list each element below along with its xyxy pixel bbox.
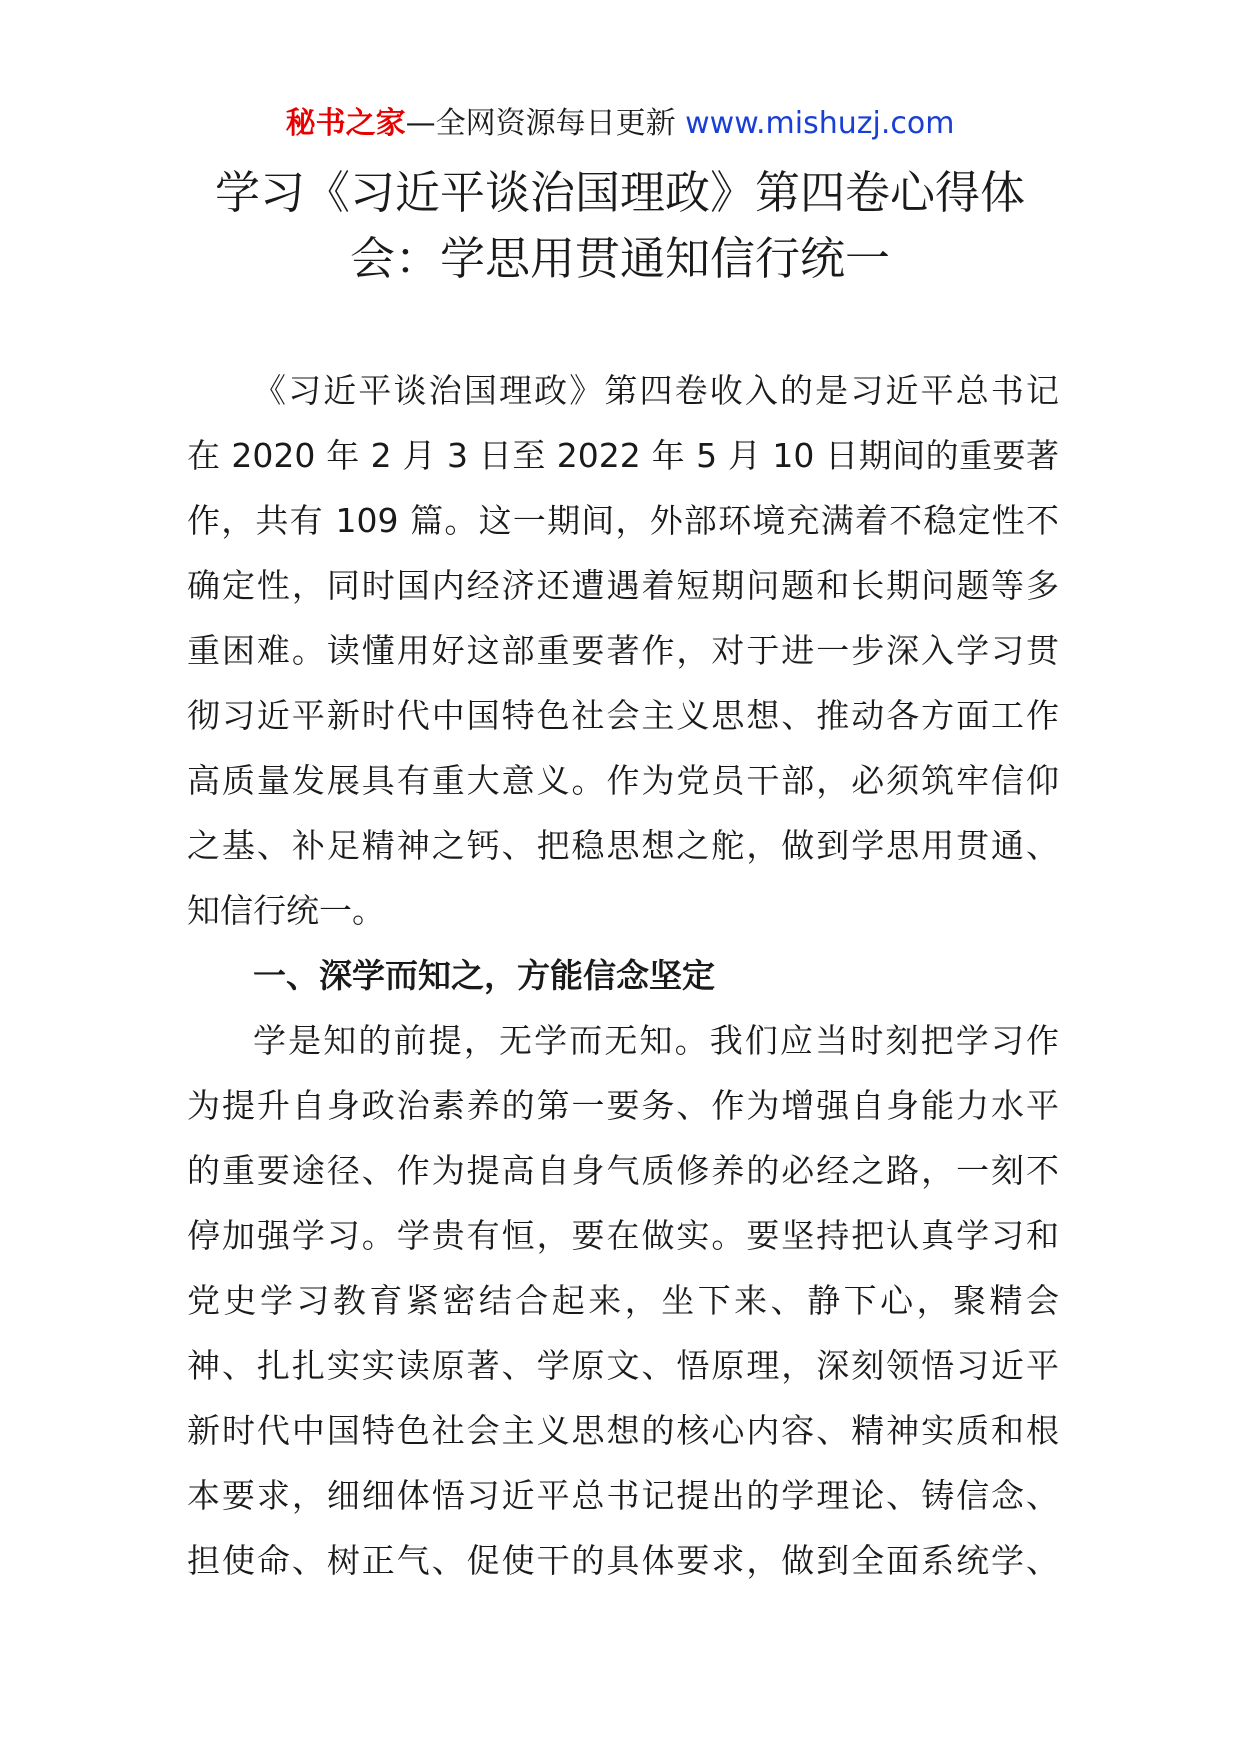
paragraph-line: 彻习近平新时代中国特色社会主义思想、推动各方面工作 [187, 696, 1059, 735]
paragraph-line: 在 2020 年 2 月 3 日至 2022 年 5 月 10 日期间的重要著 [187, 436, 1059, 475]
paragraph-line: 本要求，细细体悟习近平总书记提出的学理论、铸信念、 [187, 1476, 1059, 1515]
brand-name: 秘书之家 [285, 106, 406, 141]
document-title [160, 160, 1080, 292]
title-line-1: 学习《习近平谈治国理政》第四卷心得体 [214, 166, 1025, 219]
paragraph-line: 停加强学习。学贵有恒，要在做实。要坚持把认真学习和 [187, 1216, 1059, 1255]
paragraph-line: 学是知的前提，无学而无知。我们应当时刻把学习作 [253, 1021, 1059, 1060]
paragraph-1 [187, 358, 1059, 943]
paragraph-line: 新时代中国特色社会主义思想的核心内容、精神实质和根 [187, 1411, 1059, 1450]
paragraph-line: 确定性，同时国内经济还遭遇着短期问题和长期问题等多 [187, 566, 1059, 605]
paragraph-line: 重困难。读懂用好这部重要著作，对于进一步深入学习贯 [187, 631, 1059, 670]
paragraph-line: 作，共有 109 篇。这一期间，外部环境充满着不稳定性不 [187, 501, 1059, 540]
paragraph-line: 知信行统一。 [187, 891, 385, 930]
paragraph-line: 的重要途径、作为提高自身气质修养的必经之路，一刻不 [187, 1151, 1059, 1190]
paragraph-line: 之基、补足精神之钙、把稳思想之舵，做到学思用贯通、 [187, 826, 1059, 865]
site-header [0, 104, 1240, 144]
paragraph-line: 为提升自身政治素养的第一要务、作为增强自身能力水平 [187, 1086, 1059, 1125]
section-heading-1: 一、深学而知之，方能信念坚定 [253, 956, 715, 995]
paragraph-line: 神、扎扎实实读原著、学原文、悟原理，深刻领悟习近平 [187, 1346, 1059, 1385]
header-tagline: —全网资源每日更新 [405, 106, 676, 141]
paragraph-line: 担使命、树正气、促使干的具体要求，做到全面系统学、 [187, 1541, 1059, 1580]
site-url-link[interactable]: www.mishuzj.com [685, 106, 955, 141]
paragraph-2 [187, 1008, 1059, 1593]
paragraph-line: 《习近平谈治国理政》第四卷收入的是习近平总书记 [253, 371, 1059, 410]
title-line-2: 会：学思用贯通知信行统一 [349, 232, 890, 285]
paragraph-line: 高质量发展具有重大意义。作为党员干部，必须筑牢信仰 [187, 761, 1059, 800]
paragraph-line: 党史学习教育紧密结合起来，坐下来、静下心，聚精会 [187, 1281, 1059, 1320]
document-body [187, 358, 1059, 1593]
